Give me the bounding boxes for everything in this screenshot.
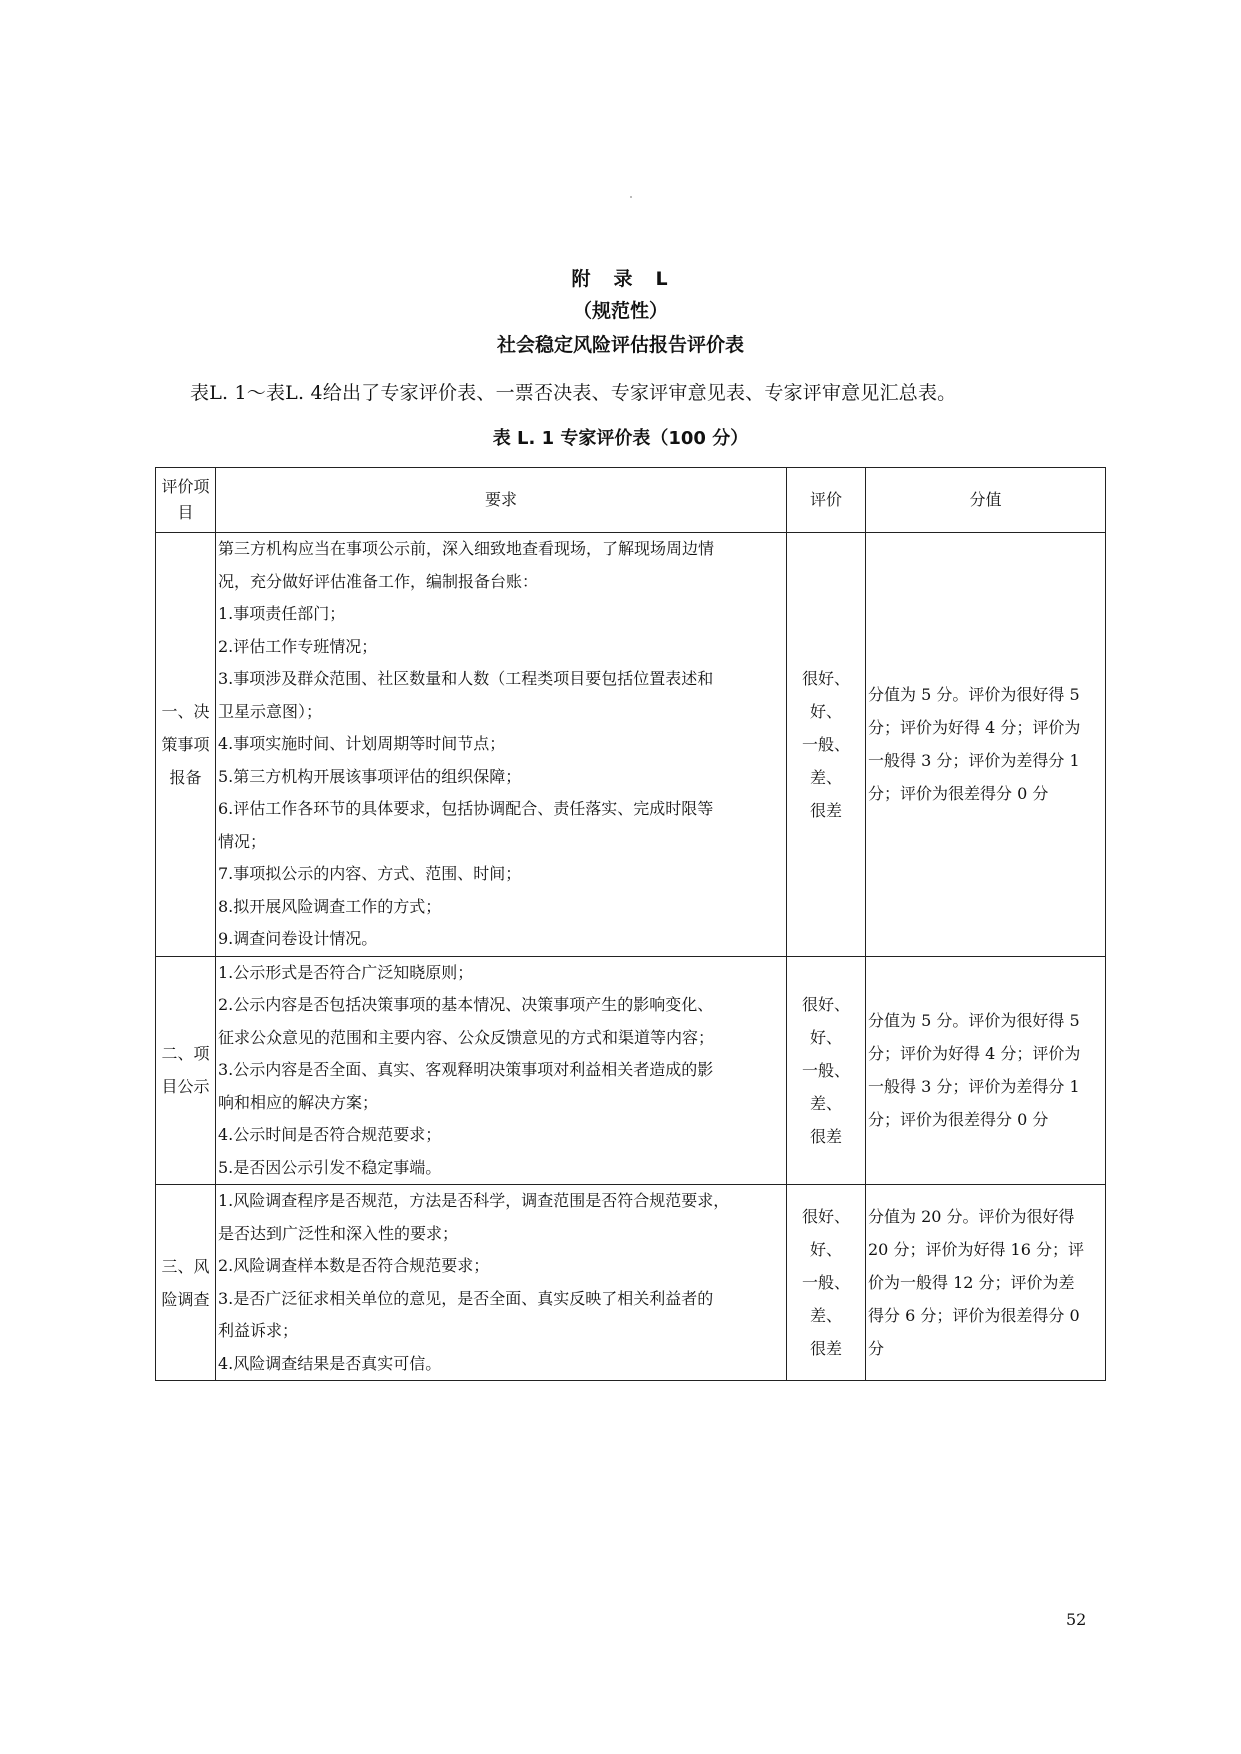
requirement-line: 2.评估工作专班情况；: [218, 636, 378, 656]
requirement-line: 6.评估工作各环节的具体要求，包括协调配合、责任落实、完成时限等: [218, 799, 714, 818]
table-caption: 表 L. 1 专家评价表（100 分）: [492, 428, 749, 449]
score-line: 分值为 5 分。评价为很好得 5: [868, 1011, 1080, 1031]
rating-cell: [787, 956, 866, 1185]
appendix-nature: （规范性）: [572, 300, 668, 322]
appendix-name: 社会稳定风险评估报告评价表: [496, 334, 744, 356]
score-line: 20 分；评价为好得 16 分；评: [868, 1240, 1084, 1259]
score-line: 一般得 3 分；评价为差得分 1: [868, 1077, 1080, 1097]
score-line: 分: [868, 1339, 885, 1358]
rating-line: 很好、好、: [801, 1207, 850, 1259]
table-row: [156, 533, 1106, 957]
item-line: 报备: [169, 767, 202, 787]
score-line: 分值为 5 分。评价为很好得 5: [868, 685, 1080, 705]
requirement-line: 4.风险调查结果是否真实可信。: [218, 1353, 442, 1373]
requirement-line: 9.调查问卷设计情况。: [218, 929, 378, 948]
requirement-line: 2.风险调查样本数是否符合规范要求；: [218, 1256, 490, 1275]
requirement-line: 卫星示意图）；: [218, 701, 323, 721]
header-item-line: 评价项: [161, 477, 210, 496]
rating-line: 很差: [809, 1339, 842, 1358]
score-line: 分；评价为好得 4 分；评价为: [868, 718, 1081, 738]
requirement-line: 况，充分做好评估准备工作，编制报备台账：: [218, 571, 539, 591]
table-body: [156, 533, 1106, 1381]
score-line: 分；评价为很差得分 0 分: [868, 1110, 1049, 1130]
requirement-line: 3.公示内容是否全面、真实、客观释明决策事项对利益相关者造成的影: [218, 1060, 714, 1079]
item-line: 险调查: [161, 1289, 210, 1309]
header-requirement: 要求: [216, 468, 787, 533]
requirement-line: 情况；: [218, 831, 267, 851]
item-cell: [156, 1185, 216, 1381]
item-line: 策事项: [161, 734, 210, 754]
item-line: 二、项: [161, 1044, 210, 1064]
requirement-line: 4.公示时间是否符合规范要求；: [218, 1125, 442, 1144]
requirement-line: 4.事项实施时间、计划周期等时间节点；: [218, 734, 506, 753]
requirement-line: 征求公众意见的范围和主要内容、公众反馈意见的方式和渠道等内容；: [218, 1027, 715, 1047]
requirement-line: 5.是否因公示引发不稳定事端。: [218, 1157, 442, 1177]
score-line: 一般得 3 分；评价为差得分 1: [868, 751, 1080, 771]
page-number: 52: [1066, 1610, 1087, 1629]
requirement-line: 3.事项涉及群众范围、社区数量和人数（工程类项目要包括位置表述和: [218, 669, 714, 688]
requirement-line: 8.拟开展风险调查工作的方式；: [218, 896, 442, 916]
rating-cell: [787, 533, 866, 957]
requirement-line: 1.公示形式是否符合广泛知晓原则；: [218, 962, 474, 982]
header-item: [156, 468, 216, 533]
score-line: 分；评价为好得 4 分；评价为: [868, 1044, 1081, 1064]
requirement-line: 1.事项责任部门；: [218, 604, 346, 623]
rating-line: 很好、好、: [801, 994, 850, 1047]
requirement-line: 响和相应的解决方案；: [218, 1092, 379, 1112]
requirement-cell: [216, 956, 787, 1185]
requirement-cell: [216, 533, 787, 957]
item-cell: [156, 956, 216, 1185]
item-line: 目公示: [161, 1077, 210, 1097]
requirement-line: 利益诉求；: [218, 1321, 299, 1340]
requirement-line: 3.是否广泛征求相关单位的意见，是否全面、真实反映了相关利益者的: [218, 1288, 714, 1308]
score-cell: [866, 1185, 1106, 1381]
table-row: [156, 956, 1106, 1185]
requirement-line: 7.事项拟公示的内容、方式、范围、时间；: [218, 864, 522, 883]
item-cell: [156, 533, 216, 957]
rating-line: 很差: [809, 800, 842, 820]
score-line: 价为一般得 12 分；评价为差: [868, 1273, 1075, 1292]
intro-paragraph: 表L. 1～表L. 4给出了专家评价表、一票否决表、专家评审意见表、专家评审意见汇总表。: [190, 382, 957, 404]
rating-line: 一般、差、: [801, 734, 850, 787]
requirement-line: 1.风险调查程序是否规范，方法是否科学，调查范围是否符合规范要求，: [218, 1191, 730, 1210]
score-cell: [866, 956, 1106, 1185]
table-row: [156, 1185, 1106, 1381]
header-rating: 评价: [787, 468, 866, 533]
rating-line: 一般、差、: [801, 1273, 850, 1325]
appendix-title: 附 录 L: [571, 268, 670, 290]
score-line: 分值为 20 分。评价为很好得: [868, 1207, 1075, 1226]
rating-line: 很差: [809, 1126, 842, 1146]
expert-evaluation-table: [155, 467, 1106, 1381]
score-line: 得分 6 分；评价为很差得分 0: [868, 1306, 1080, 1325]
header-item-line: 目: [177, 503, 194, 522]
rating-line: 很好、好、: [801, 668, 850, 721]
scan-speck: [630, 196, 632, 198]
header-score: 分值: [866, 468, 1106, 533]
requirement-line: 是否达到广泛性和深入性的要求；: [218, 1223, 459, 1243]
score-cell: [866, 533, 1106, 957]
item-line: 一、决: [161, 701, 210, 721]
rating-cell: [787, 1185, 866, 1381]
score-line: 分；评价为很差得分 0 分: [868, 784, 1049, 804]
item-line: 三、风: [161, 1256, 210, 1276]
table-header-row: [156, 468, 1106, 533]
requirement-line: 2.公示内容是否包括决策事项的基本情况、决策事项产生的影响变化、: [218, 995, 714, 1014]
requirement-cell: [216, 1185, 787, 1381]
rating-line: 一般、差、: [801, 1060, 850, 1113]
requirement-line: 第三方机构应当在事项公示前，深入细致地查看现场，了解现场周边情: [218, 539, 715, 558]
requirement-line: 5.第三方机构开展该事项评估的组织保障；: [218, 766, 522, 786]
